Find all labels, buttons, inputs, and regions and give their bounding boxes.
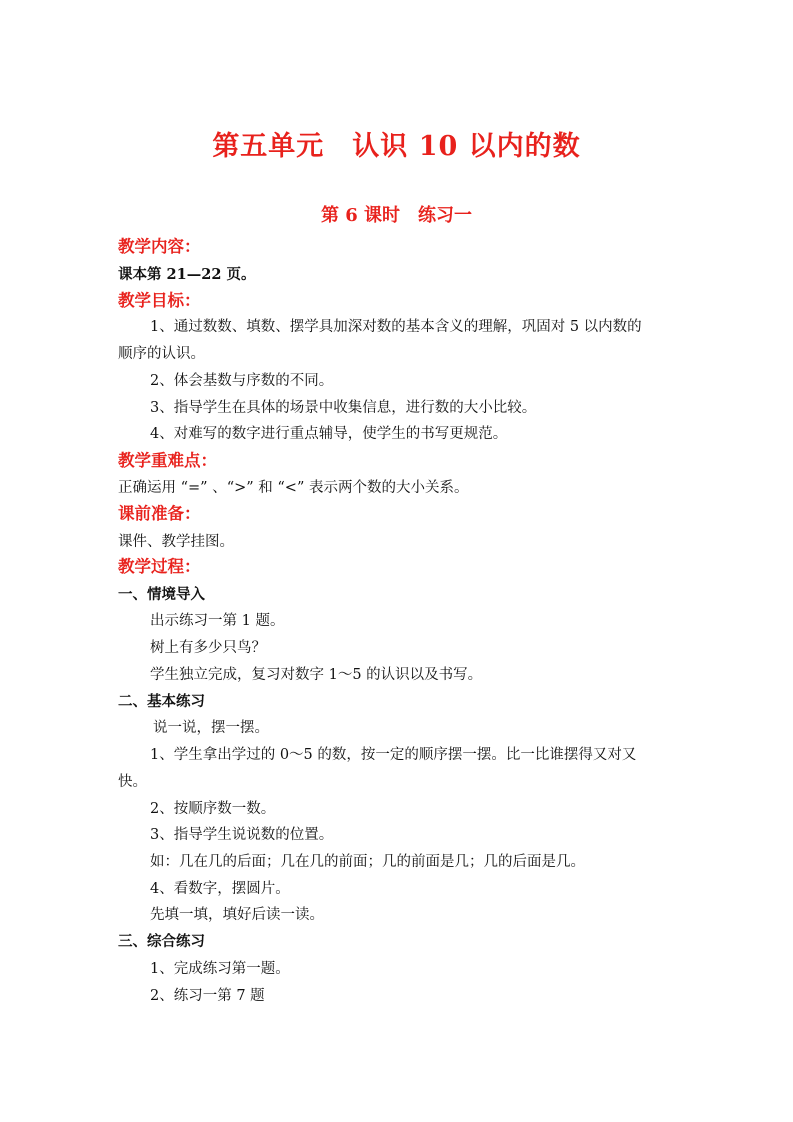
- key-points-text: 正确运用 “=” 、“>” 和 “<” 表示两个数的大小关系。: [118, 480, 469, 496]
- part-3-line-1: 1、完成练习第一题。: [150, 961, 290, 977]
- goals-heading: 教学目标：: [118, 291, 201, 310]
- part-2-line-6: 4、看数字，摆圆片。: [150, 881, 290, 897]
- process-heading: 教学过程：: [118, 557, 201, 576]
- part-3-title: 三、综合练习: [118, 933, 205, 950]
- part-2-line-1: 说一说，摆一摆。: [153, 720, 269, 736]
- part-1-title: 一、情境导入: [118, 586, 205, 603]
- preparation-heading: 课前准备：: [118, 504, 201, 523]
- part-2-line-4: 3、指导学生说说数的位置。: [150, 827, 334, 843]
- part-1-line-3: 学生独立完成，复习对数字 1～5 的认识以及书写。: [150, 667, 483, 683]
- goal-3: 3、指导学生在具体的场景中收集信息，进行数的大小比较。: [150, 400, 537, 416]
- part-2-line-2b: 快。: [118, 774, 147, 790]
- part-2-title: 二、基本练习: [118, 693, 205, 710]
- part-2-line-5: 如：几在几的后面；几在几的前面；几的前面是几；几的后面是几。: [150, 854, 585, 870]
- goal-2: 2、体会基数与序数的不同。: [150, 373, 334, 389]
- part-3-line-2: 2、练习一第 7 题: [150, 988, 265, 1004]
- goal-1-line-2: 顺序的认识。: [118, 346, 205, 362]
- content-text: 课本第 21—22 页。: [118, 266, 256, 283]
- part-1-line-1: 出示练习一第 1 题。: [150, 613, 285, 629]
- goal-4: 4、对难写的数字进行重点辅导，使学生的书写更规范。: [150, 426, 508, 442]
- part-2-line-7: 先填一填，填好后读一读。: [150, 907, 324, 923]
- part-2-line-2a: 1、学生拿出学过的 0～5 的数，按一定的顺序摆一摆。比一比谁摆得又对又: [150, 747, 637, 763]
- part-1-line-2: 树上有多少只鸟？: [150, 640, 266, 656]
- page-title: 第五单元 认识 10 以内的数: [212, 131, 581, 162]
- goal-1-line-1: 1、通过数数、填数、摆学具加深对数的基本含义的理解，巩固对 5 以内数的: [150, 319, 642, 335]
- part-2-line-3: 2、按顺序数一数。: [150, 801, 276, 817]
- key-points-heading: 教学重难点：: [118, 451, 217, 470]
- preparation-text: 课件、教学挂图。: [118, 534, 234, 550]
- lesson-subtitle: 第 6 课时 练习一: [320, 205, 473, 226]
- content-heading: 教学内容：: [118, 237, 201, 256]
